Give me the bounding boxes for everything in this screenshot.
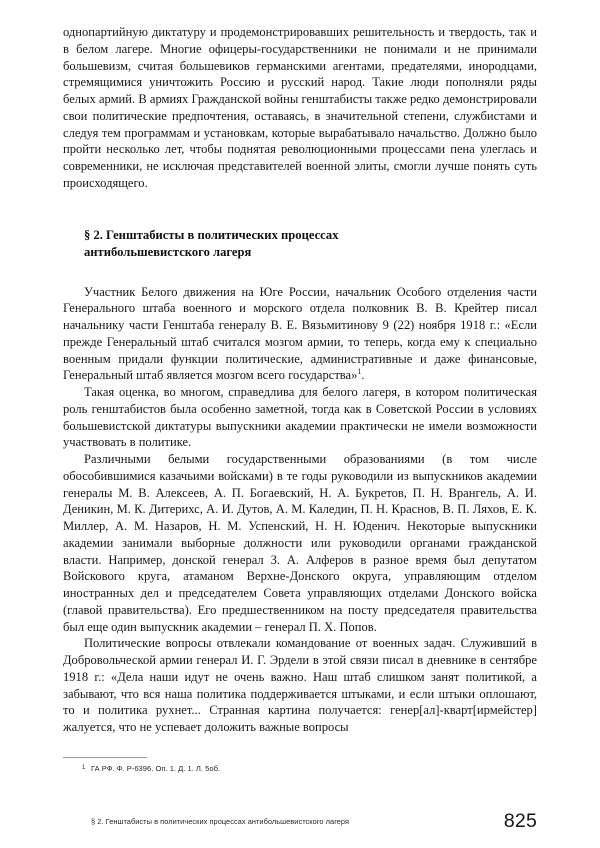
footnote-entry bbox=[63, 763, 537, 774]
paragraph-3: Различными белыми государственными образованиями (в том числе обособившимися казачьими войсками) в те годы руководили из выпускников академии генералы М. В. Алексеев, А. П. Богаевский, Н. А. Букретов, П. Н. Врангель, А. И. Деникин, М. К. Дитерихс, А. И. Дутов, А. М. Каледин, П. Н. Краснов, В. П. Ляхов, Е. К. Миллер, А. М. Назаров, Н. М. Успенский, Н. Н. Юденич. Некоторые выпускники академии занимали выборные должности или руководили органами гражданской власти. Например, донской генерал З. А. Алферов в разное время был депутатом Войскового круга, атаманом Верхне-Донского округа, управляющим отделом иностранных дел и председателем Совета управляющих отделами Донского войска (главой правительства). Его предшественником на посту председателя правительства был еще один выпускник академии – генерал П. Х. Попов. bbox=[63, 452, 537, 634]
paragraph-4: Политические вопросы отвлекали командование от военных задач. Служивший в Добровольческой армии генерал И. Г. Эрдели в этой связи писал в дневнике в сентябре 1918 г.: «Дела наши идут не очень важно. Наш штаб слишком занят политикой, а забывают, что вся наша политика поддерживается штыками, и если штыки оплошают, то и политика рухнет... Странная картина получается: генер[ал]-кварт[ирмейстер] жалуется, что не успевает доложить важные вопросы bbox=[63, 636, 537, 734]
paragraph-1-tail: . bbox=[361, 368, 365, 383]
running-footer-title: § 2. Генштабисты в политических процессах антибольшевистского лагеря bbox=[91, 817, 350, 826]
section-heading-line-1: § 2. Генштабисты в политических процессах bbox=[84, 227, 339, 242]
paragraph-continued: однопартийную диктатуру и продемонстрировавших решительность и твердость, так и в белом лагере. Многие офицеры-государственники не понимали и не принимали большевизм, считая большевиков германскими агентами, предателями, инородцами, стремящимися уничтожить Россию и русский народ. Такие люди пополняли ряды белых армий. В армиях Гражданской войны генштабисты также редко демонстрировали свои политические предпочтения, оставаясь, в значительной степени, службистами и следуя тем программам и установкам, которые вырабатывало начальство. Должно было пройти несколько лет, чтобы поднятая революционными процессами пена улеглась и современники, не исключая представителей военной элиты, смогли лучше понять суть происходящего. bbox=[63, 25, 537, 190]
paragraph-2: Такая оценка, во многом, справедлива для белого лагеря, в котором политическая роль генштабистов была особенно заметной, тогда как в Советской России в условиях большевистской диктатуры выпускники академии практически не имели возможности участвовать в политике. bbox=[63, 385, 537, 450]
footnote-reference-1[interactable]: 1 bbox=[357, 367, 362, 377]
paragraph-1-text: Участник Белого движения на Юге России, начальник Особого отделения части Генерального штаба военного и морского отдела полковник В. В. Крейтер писал начальнику части Генштаба генералу В. Е. Вязьмитинову 9 (22) ноября 1918 г.: «Если прежде Генеральный штаб считался мозгом армии, то теперь, когда ему к специально военным придали функции политические, административные и даже финансовые, Генеральный штаб является мозгом всего государства» bbox=[63, 284, 537, 383]
page-footer bbox=[63, 810, 537, 836]
paragraph-1 bbox=[63, 284, 537, 385]
page-content bbox=[63, 24, 537, 736]
footnote-text: ГА РФ. Ф. Р-6396. Оп. 1. Д. 1. Л. 5об. bbox=[91, 764, 221, 773]
section-heading bbox=[63, 227, 537, 262]
footnote-separator-rule bbox=[63, 757, 147, 758]
section-heading-line-2: антибольшевистского лагеря bbox=[84, 245, 252, 259]
page-number: 825 bbox=[503, 810, 537, 832]
footnote-marker: 1 bbox=[82, 765, 86, 771]
